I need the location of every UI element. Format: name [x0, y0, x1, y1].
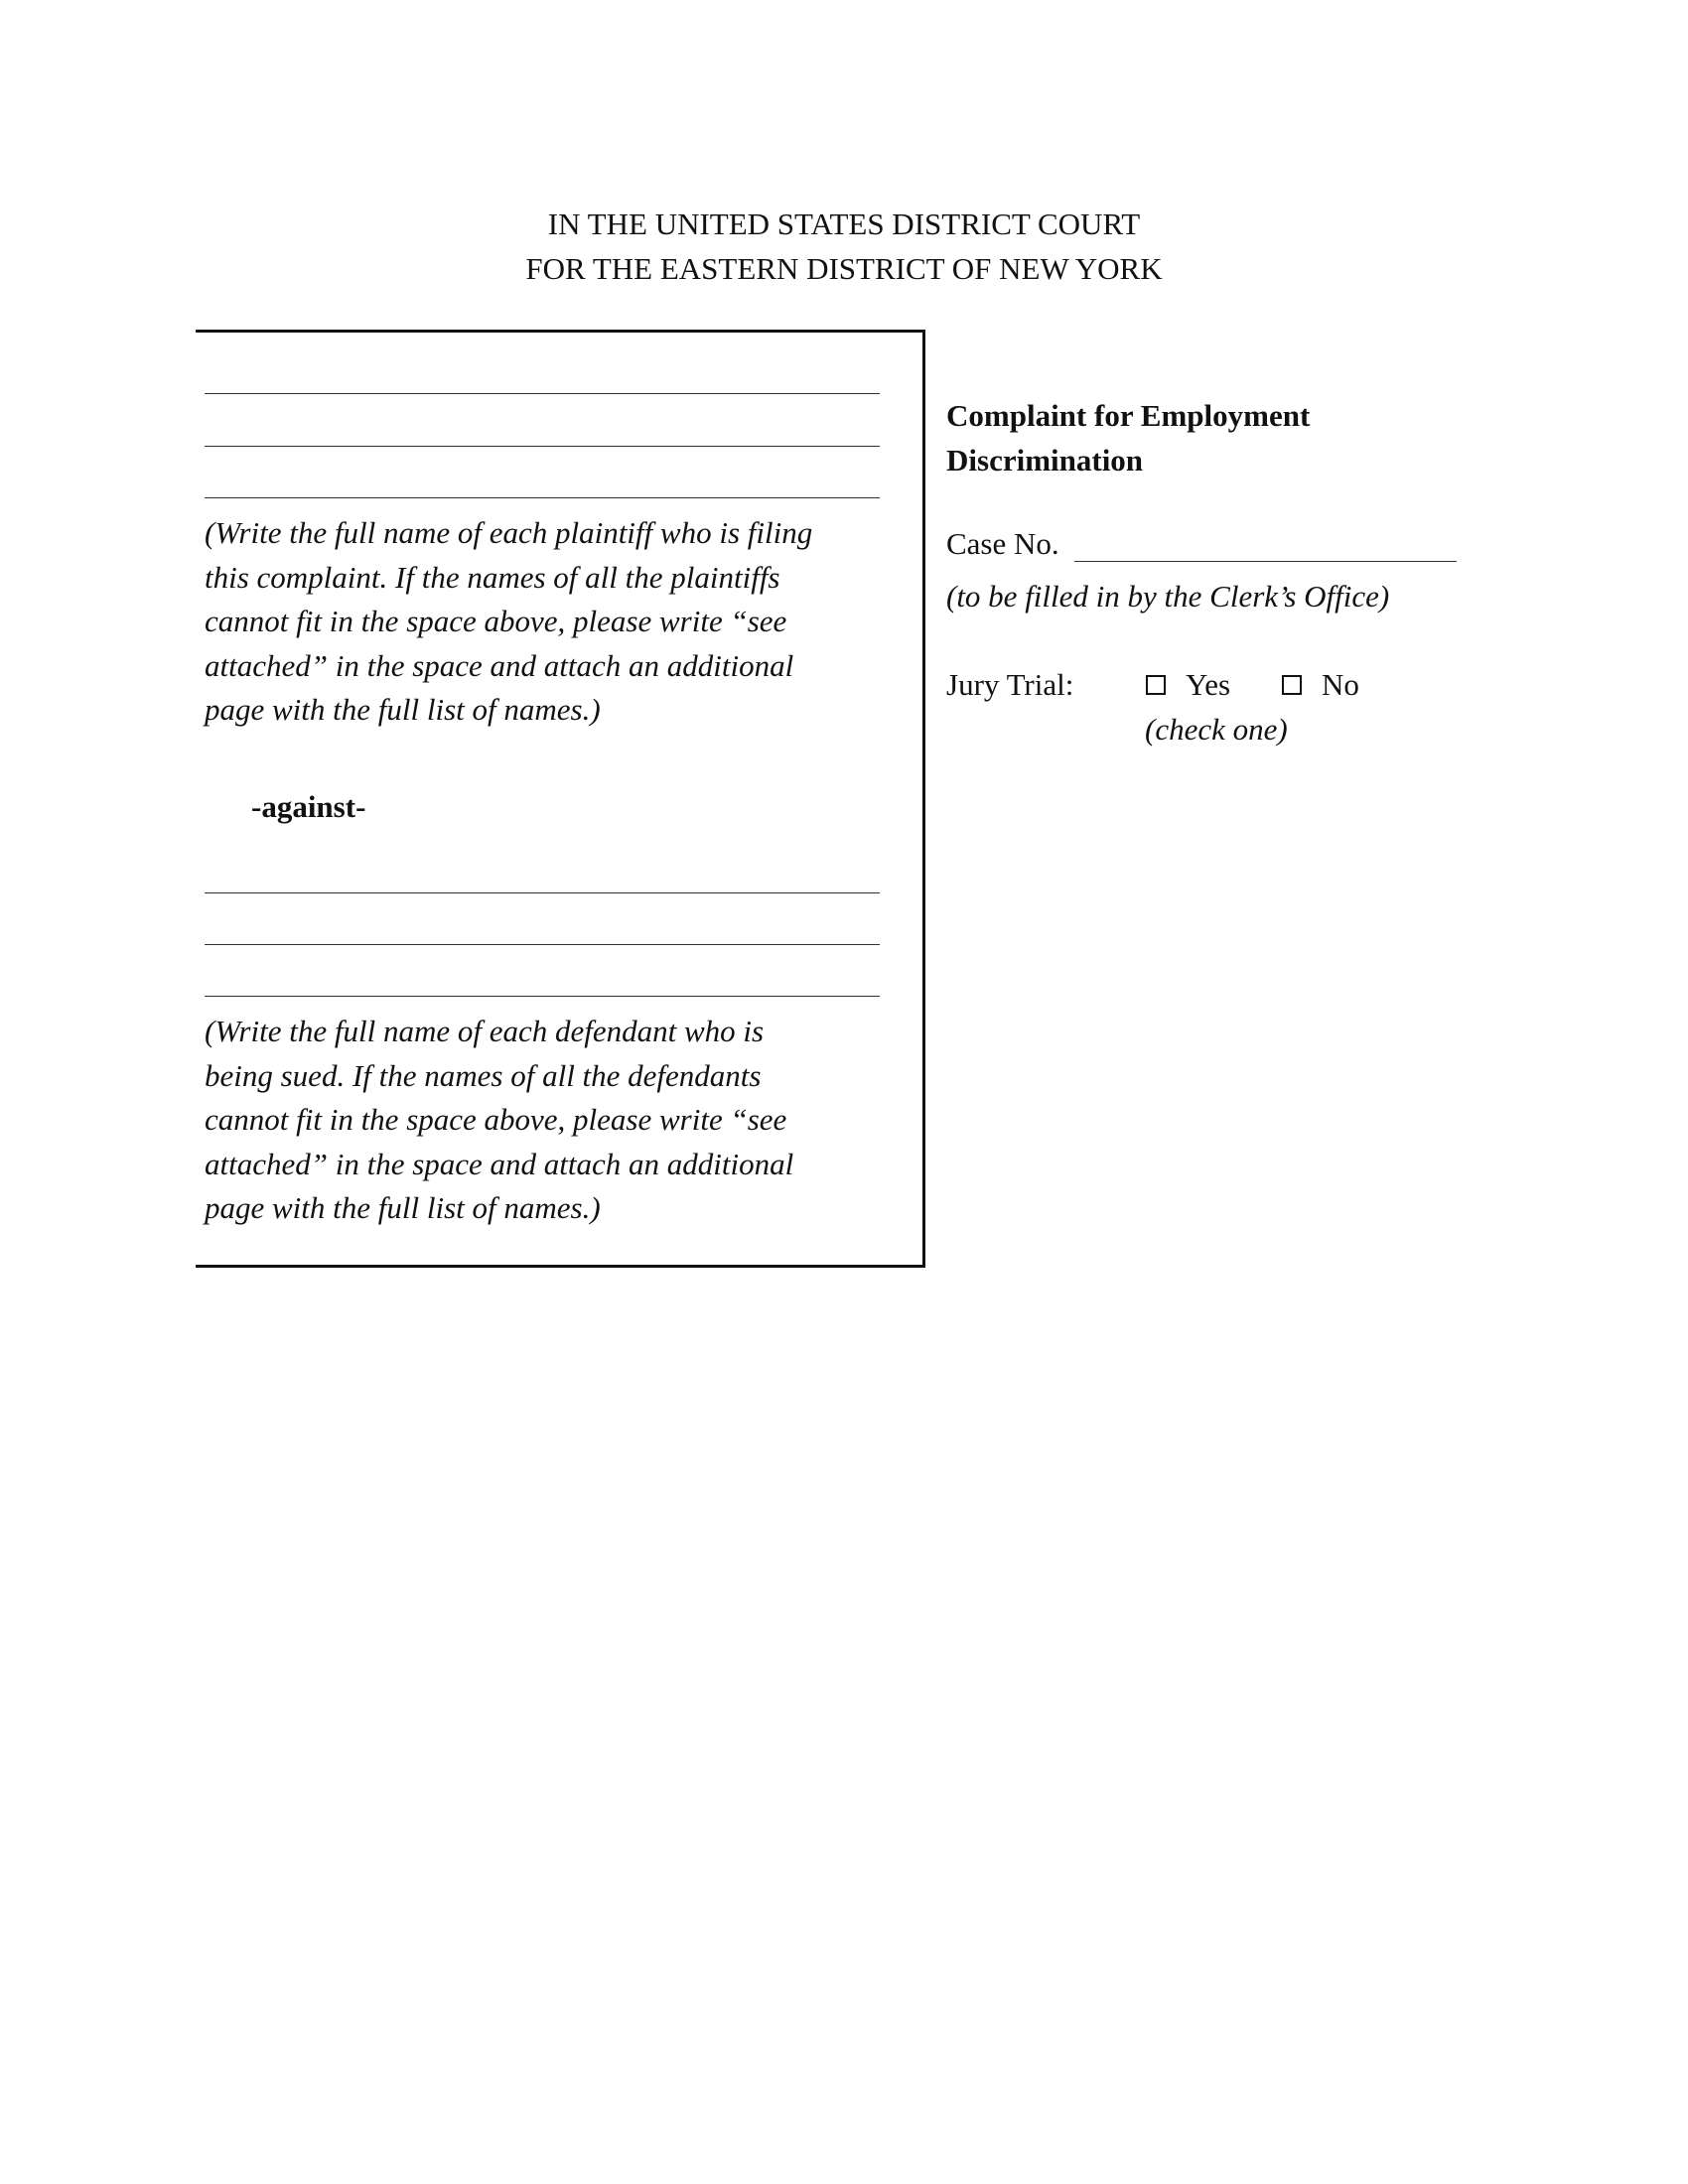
court-name: IN THE UNITED STATES DISTRICT COURT	[547, 206, 1141, 241]
jury-yes-checkbox[interactable]	[1146, 675, 1166, 695]
jury-no-checkbox[interactable]	[1282, 675, 1302, 695]
defendant-name-line[interactable]	[205, 944, 880, 945]
court-district: FOR THE EASTERN DISTRICT OF NEW YORK	[525, 251, 1163, 286]
plaintiff-name-line[interactable]	[205, 497, 880, 498]
plaintiff-name-line[interactable]	[205, 446, 880, 447]
instruction-line: (Write the full name of each defendant who is	[205, 1014, 765, 1048]
instruction-line: page with the full list of names.)	[205, 1190, 601, 1225]
form-title	[946, 393, 1310, 482]
form-title-line: Complaint for Employment	[946, 398, 1311, 433]
instruction-line: (Write the full name of each plaintiff who is filing	[205, 515, 813, 550]
defendant-name-line[interactable]	[205, 892, 880, 893]
instruction-line: cannot fit in the space above, please write “see	[205, 604, 787, 638]
clerk-note: (to be filled in by the Clerk’s Office)	[946, 579, 1390, 614]
jury-trial-label: Jury Trial:	[946, 667, 1074, 702]
plaintiff-instructions	[205, 511, 900, 733]
against-label: -against-	[251, 789, 366, 824]
defendant-instructions	[205, 1010, 900, 1231]
instruction-line: this complaint. If the names of all the plaintiffs	[205, 559, 780, 595]
jury-yes-label: Yes	[1186, 667, 1231, 702]
form-title-line: Discrimination	[946, 443, 1144, 478]
check-one-note: (check one)	[1145, 712, 1288, 747]
plaintiff-name-line[interactable]	[205, 393, 880, 394]
instruction-line: attached” in the space and attach an additional	[205, 647, 794, 683]
court-header	[0, 202, 1688, 291]
instruction-line: attached” in the space and attach an additional	[205, 1146, 794, 1181]
case-no-label: Case No.	[946, 526, 1059, 561]
case-no-field[interactable]	[1074, 561, 1457, 562]
defendant-name-line[interactable]	[205, 996, 880, 997]
jury-no-label: No	[1322, 667, 1359, 702]
instruction-line: cannot fit in the space above, please write “see	[205, 1102, 787, 1137]
instruction-line: being sued. If the names of all the defendants	[205, 1057, 762, 1093]
instruction-line: page with the full list of names.)	[205, 692, 601, 727]
